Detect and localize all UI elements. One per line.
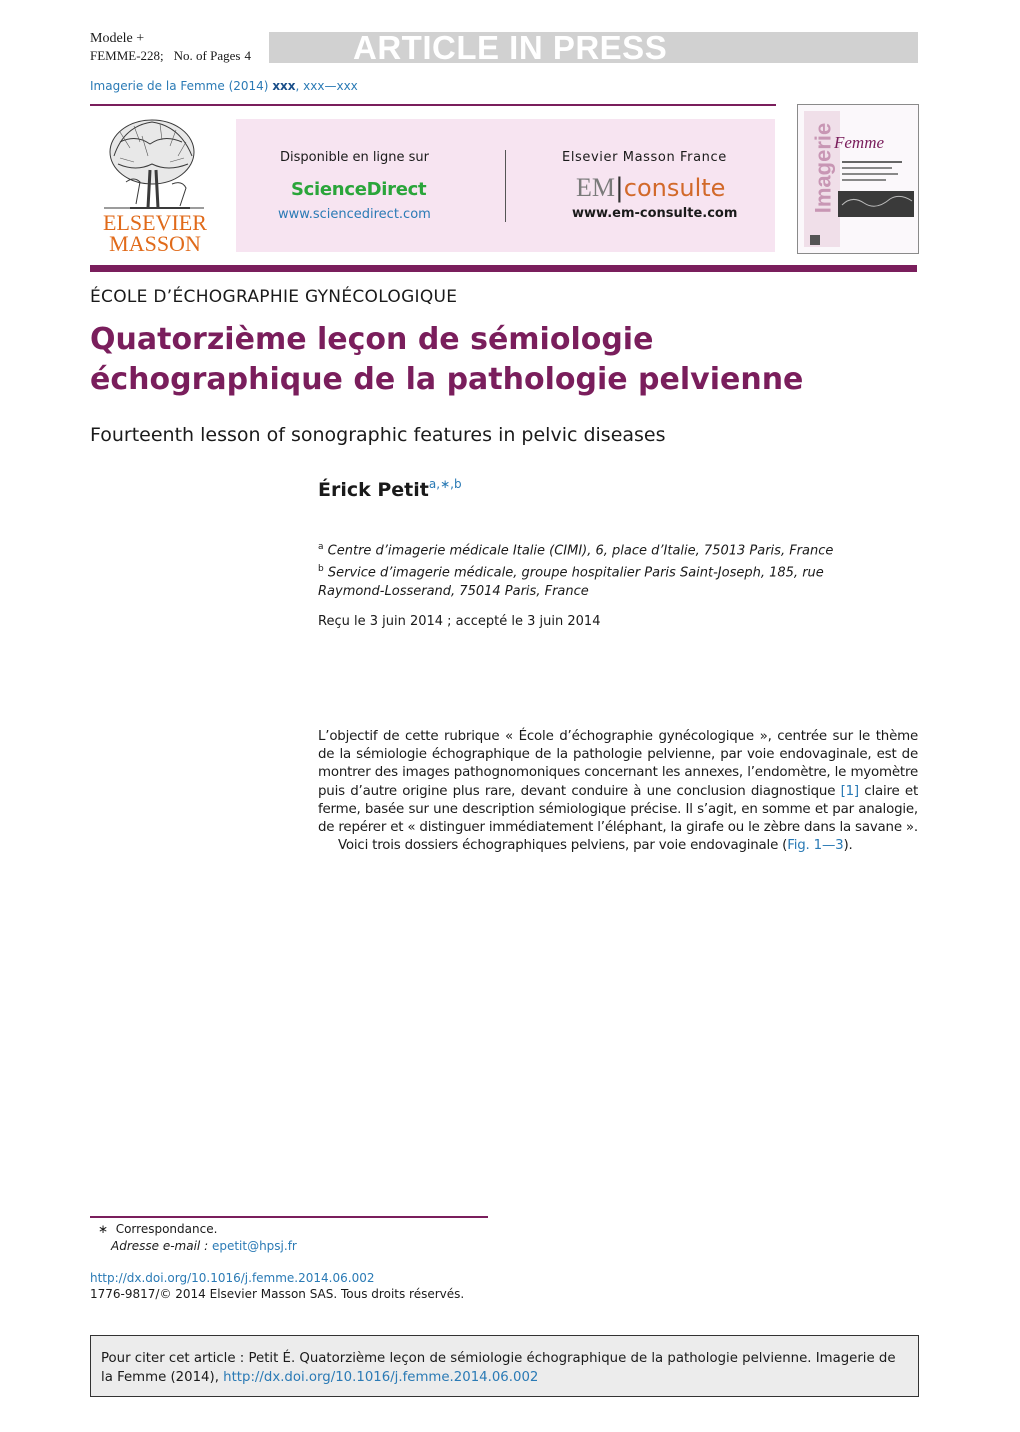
abstract-p2-a: Voici trois dossiers échographiques pelviens, par voie endovaginale ( [338,838,788,854]
elsevier-masson-france-label: Elsevier Masson France [562,150,727,165]
affiliation-a-mark: a [318,542,324,552]
model-label: Modele + [90,31,145,46]
title-line-2: échographique de la pathologie pelvienne [90,362,804,397]
em-consulte-logo[interactable] [576,173,725,203]
abstract-paragraph-1 [318,728,918,837]
elsevier-word: ELSEVIER [103,210,207,235]
affiliation-a-text: Centre d’imagerie médicale Italie (CIMI), 6, place d’Italie, 75013 Paris, France [327,543,834,559]
author-sup-sep2: , [450,477,454,491]
elsevier-masson-wordmark [90,212,220,254]
footnote-star: ∗ [98,1222,109,1236]
publisher-divider [505,150,506,222]
masson-word: MASSON [109,231,201,256]
correspondance-label: Correspondance. [115,1222,218,1236]
affiliation-b [318,560,858,600]
title-rule [90,265,917,272]
rubric-heading: ÉCOLE D’ÉCHOGRAPHIE GYNÉCOLOGIQUE [90,287,458,307]
journal-reference [90,79,358,93]
sciencedirect-logo[interactable]: ScienceDirect [291,179,427,200]
received-dates: Reçu le 3 juin 2014 ; accepté le 3 juin 2014 [318,614,601,629]
title-line-1: Quatorzième leçon de sémiologie [90,322,654,357]
available-online-label: Disponible en ligne sur [280,150,430,165]
em-logo-em: EM [576,173,615,202]
footnote-email [111,1239,297,1253]
author-text: Érick Petit [318,479,429,501]
citation-body: Pour citer cet article : Petit É. Quatorzième leçon de sémiologie échographique de la pathologie pelvienne. Imagerie de la Femme (2014), [101,1351,896,1385]
journal-ref-volume: xxx [272,79,296,93]
cover-title: Femme [834,133,885,152]
sciencedirect-link[interactable]: www.sciencedirect.com [278,207,431,222]
citation-text [101,1349,911,1387]
abstract-p1-b: claire et ferme, basée sur une description sémiologique précise. Il s’agit, en somme et par analogie, de repérer et « distinguer immédiatement l’éléphant, la girafe ou le zèbre dans la savane ». [318,783,918,836]
author-sup-star[interactable]: ∗ [440,477,451,491]
doi-link[interactable]: http://dx.doi.org/10.1016/j.femme.2014.06.002 [90,1271,375,1285]
author-affiliations[interactable] [429,477,462,491]
affiliation-a [318,538,858,560]
article-title [90,320,910,400]
abstract-p1-a: L’objectif de cette rubrique « École d’échographie gynécologique », centrée sur le thème de la sémiologie échographique de la pathologie pelvienne, par voie endovaginale, est de montrer des images pathognomoniques concernant les annexes, l’endomètre, le myomètre puis d’autre origine plus rare, devant conduire à une conclusion diagnostique [318,729,918,799]
abstract-paragraph-2 [318,837,918,855]
article-in-press-label: ARTICLE IN PRESS [353,29,668,66]
header-rule [90,104,776,106]
author-sup-b[interactable]: b [453,477,462,491]
em-logo-consulte: consulte [623,174,726,202]
abstract [318,728,918,855]
author-name [318,477,462,501]
journal-ref-prefix: Imagerie de la Femme (2014) [90,79,269,93]
em-consulte-link[interactable]: www.em-consulte.com [572,206,738,221]
affiliation-b-mark: b [318,564,324,575]
abstract-p2-b: ). [843,838,853,854]
footnote-correspondance [98,1222,217,1236]
pages-value: 4 [244,48,251,63]
ref-id: FEMME-228; [90,48,164,63]
author-sup-sep1: , [436,477,441,491]
figure-link[interactable]: Fig. 1—3 [787,838,844,854]
citation-doi-link[interactable]: http://dx.doi.org/10.1016/j.femme.2014.06.002 [223,1370,539,1385]
email-link[interactable]: epetit@hpsj.fr [211,1239,297,1253]
cover-vertical-title: Imagerie [810,122,836,214]
journal-ref-pages: , xxx—xxx [295,79,358,93]
footnote-rule [90,1216,488,1218]
author-sup-a[interactable]: a [428,477,437,491]
journal-cover [797,104,919,254]
em-logo-bar-icon: | [615,173,624,203]
affiliations [318,538,858,601]
article-subtitle: Fourteenth lesson of sonographic features in pelvic diseases [90,424,666,446]
pages-label: No. of Pages [173,48,241,63]
affiliation-b-text: Service d’imagerie médicale, groupe hospitalier Paris Saint-Joseph, 185, rue Raymond-Losserand, 75014 Paris, France [318,565,824,599]
reference-link-1[interactable]: [1] [840,783,859,799]
email-label: Adresse e-mail : [111,1239,209,1253]
issn-copyright: 1776-9817/© 2014 Elsevier Masson SAS. Tous droits réservés. [90,1287,465,1301]
manuscript-ref [90,47,261,64]
